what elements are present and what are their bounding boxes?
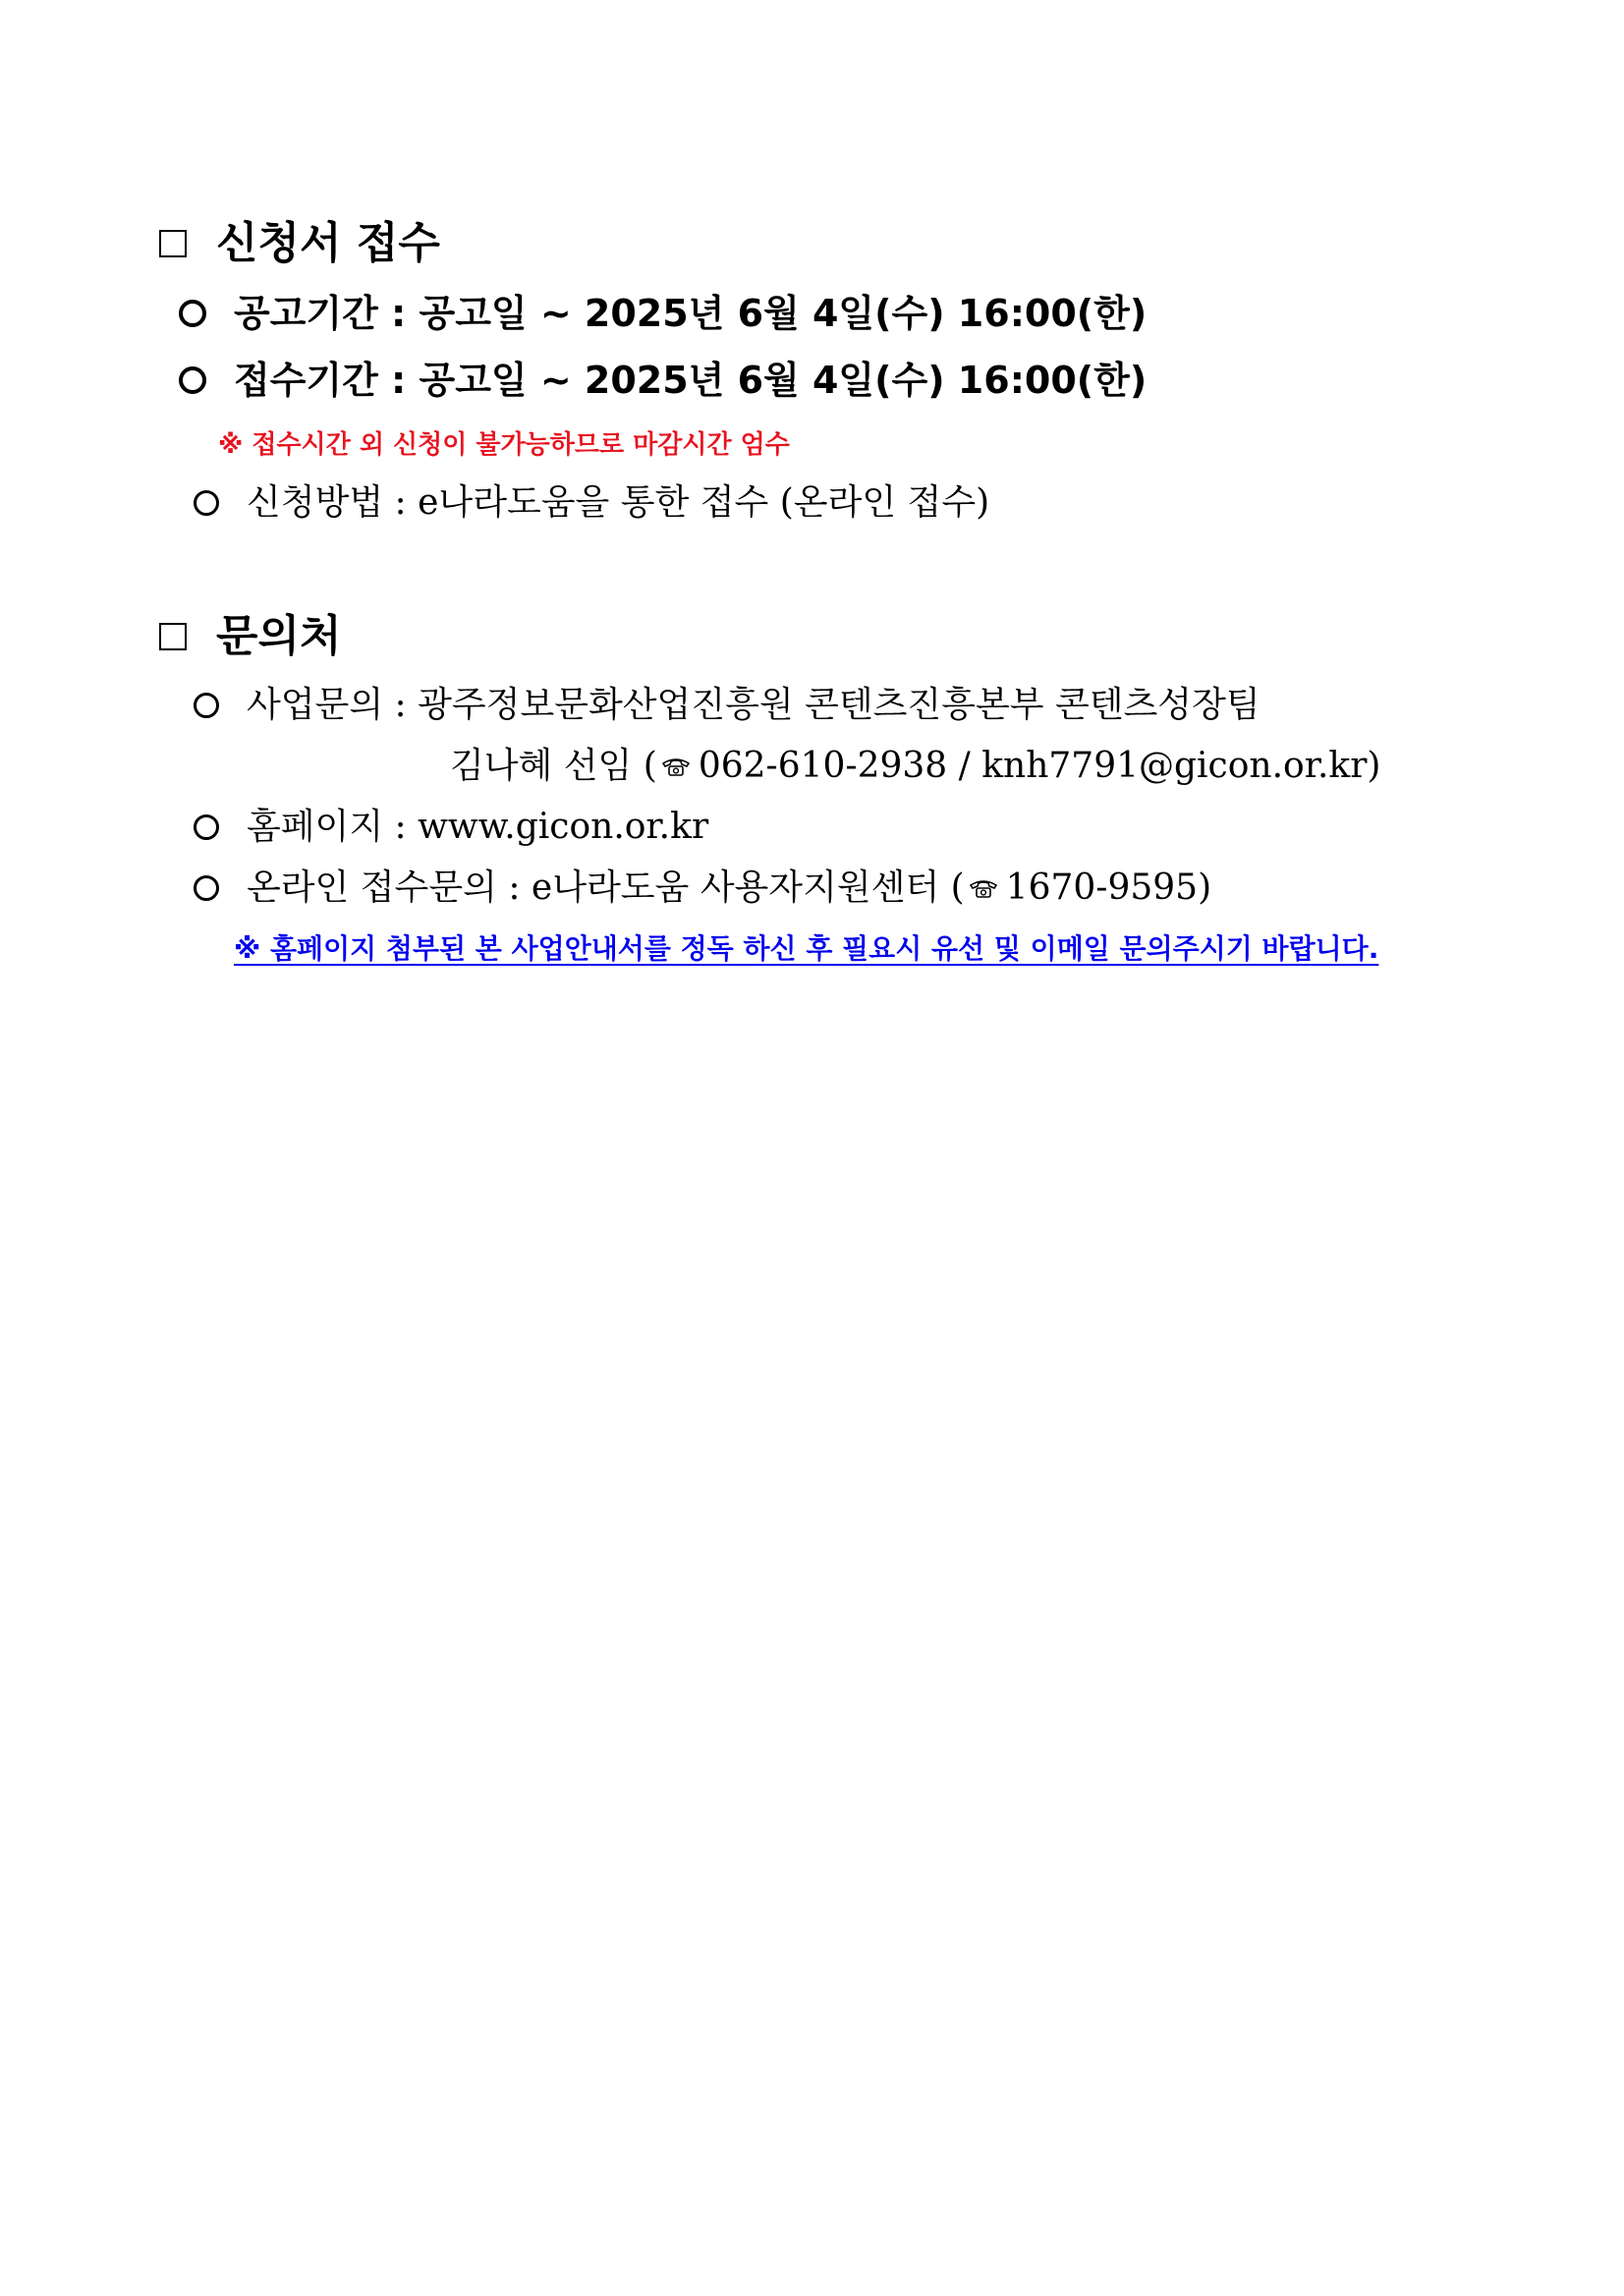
bullet-announcement-period: [179, 292, 1148, 335]
contact-person: [450, 746, 1381, 786]
bullet-text: 접수기간 : 공고일 ~ 2025년 6월 4일(수) 16:00(한): [234, 359, 1148, 402]
contact-prefix: 김나혜 선임 (: [450, 746, 657, 786]
bullet-application-method: [194, 482, 990, 523]
bullet-reception-period: [179, 359, 1148, 402]
bullet-text: 사업문의 : 광주정보문화산업진흥원 콘텐츠진흥본부 콘텐츠성장팀: [247, 685, 1260, 725]
circle-bullet-icon: [179, 366, 206, 394]
deadline-warning: ※ 접수시간 외 신청이 불가능하므로 마감시간 엄수: [218, 430, 790, 460]
bullet-text: 공고기간 : 공고일 ~ 2025년 6월 4일(수) 16:00(한): [234, 292, 1148, 335]
telephone-icon: [969, 877, 998, 899]
checkbox-icon: [159, 230, 187, 257]
section-heading-contact: [159, 611, 342, 661]
circle-bullet-icon: [179, 300, 206, 327]
section-title: 문의처: [216, 611, 342, 661]
contact-details: 062-610-2938 / knh7791@gicon.or.kr): [698, 746, 1381, 786]
circle-bullet-icon: [194, 875, 219, 901]
online-details: 1670-9595): [1005, 868, 1212, 908]
reading-note: ※ 홈페이지 첨부된 본 사업안내서를 정독 하신 후 필요시 유선 및 이메일 문의주시기 바랍니다.: [234, 932, 1379, 965]
bullet-text: 홈페이지 : www.gicon.or.kr: [247, 807, 709, 847]
circle-bullet-icon: [194, 814, 219, 840]
circle-bullet-icon: [194, 490, 219, 516]
bullet-text: 신청방법 : e나라도움을 통한 접수 (온라인 접수): [247, 482, 990, 523]
circle-bullet-icon: [194, 693, 219, 718]
checkbox-icon: [159, 623, 187, 650]
bullet-business-inquiry: [194, 685, 1260, 725]
telephone-icon: [661, 756, 691, 777]
bullet-online-inquiry: [194, 870, 1211, 906]
bullet-homepage: [194, 807, 709, 847]
section-heading-application: [159, 218, 440, 268]
online-prefix: 온라인 접수문의 : e나라도움 사용자지원센터 (: [247, 868, 965, 908]
section-title: 신청서 접수: [216, 218, 440, 268]
